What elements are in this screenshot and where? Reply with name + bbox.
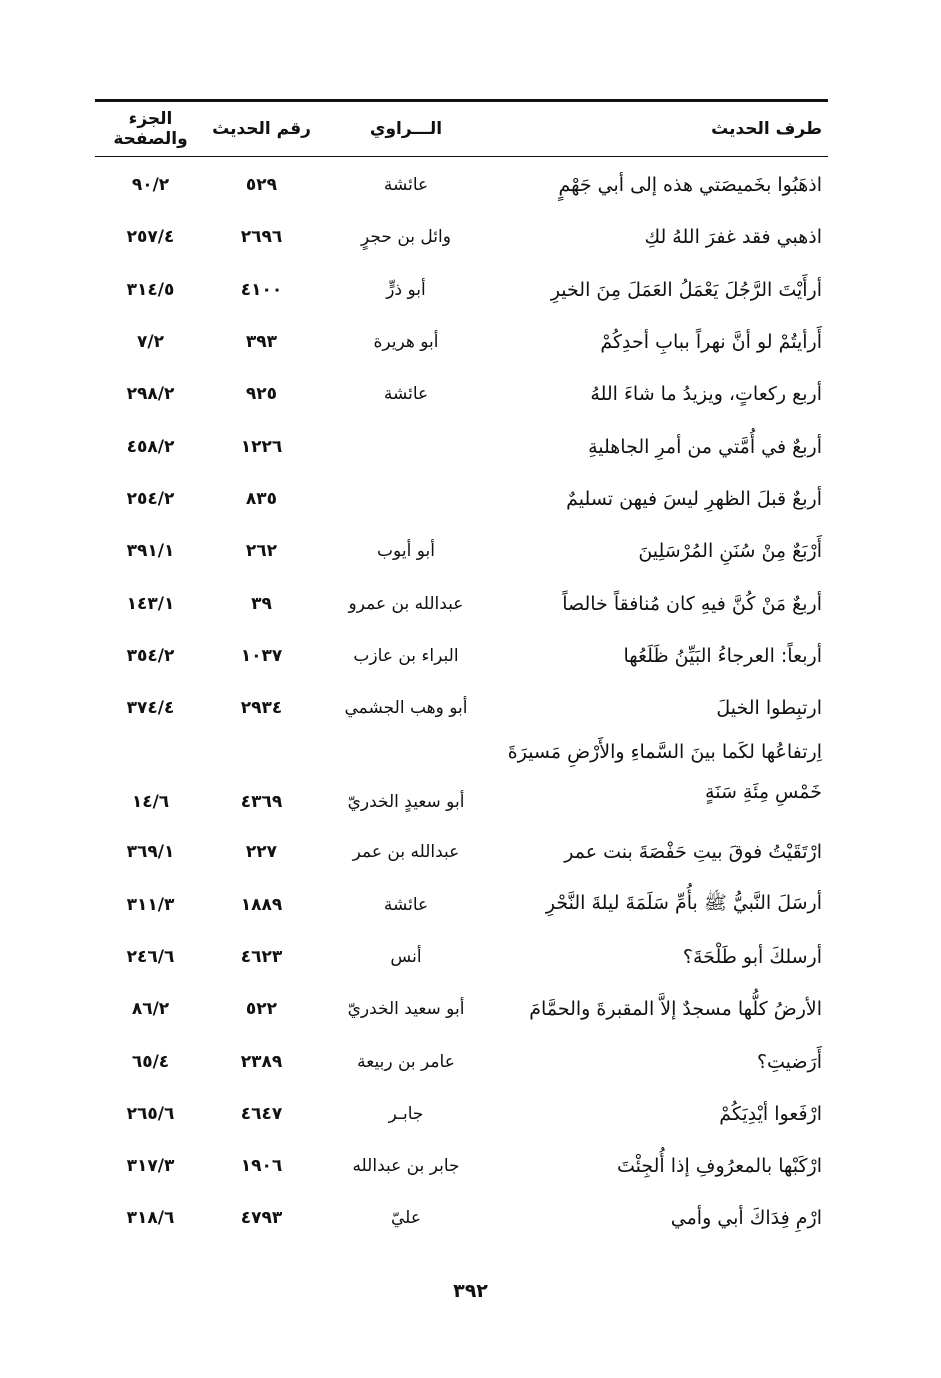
volume-page: ٢٥٧/٤ <box>126 227 175 248</box>
volume-page: ٣١٤/٥ <box>126 279 175 300</box>
table-row <box>95 734 828 826</box>
hadith-text <box>495 741 828 812</box>
header-hadith: طرف الحديث <box>711 119 822 139</box>
narrator: عائشة <box>383 175 429 196</box>
narrator: أبو هريرة <box>373 332 439 353</box>
hadith-text: الأرضُ كلُّها مسجدٌ إلاَّ المقبرةَ والحمَّامَ <box>529 998 822 1021</box>
table-header <box>95 102 828 157</box>
volume-page: ٣٧٤/٤ <box>126 698 175 719</box>
narrator: عبدالله بن عمرو <box>348 593 464 614</box>
table-row <box>95 1192 828 1244</box>
volume-page: ٣١١/٣ <box>126 894 175 915</box>
volume-page: ٣٥٤/٢ <box>126 645 175 666</box>
volume-page: ٦٥/٤ <box>131 1051 170 1072</box>
hadith-number: ١٢٢٦ <box>240 436 283 457</box>
volume-page: ٧/٢ <box>137 332 164 353</box>
header-narrator: الـــراوي <box>369 119 443 139</box>
hadith-text: ارْكَبْها بالمعرُوفِ إذا أُلجِئْتَ <box>616 1155 822 1178</box>
table-row <box>95 420 828 472</box>
hadith-text: أربعاً: العرجاءُ البَيِّنُ ظَلَعُها <box>623 644 822 667</box>
hadith-text: ارْمِ فِدَاكَ أبي وأمي <box>670 1207 822 1230</box>
page-number: ٣٩٢ <box>453 1280 488 1302</box>
volume-page: ٢٥٤/٢ <box>126 488 175 509</box>
volume-page: ٩٠/٢ <box>131 175 170 196</box>
hadith-text: أرسلكَ أبو طَلْحَةَ؟ <box>682 946 822 968</box>
hadith-number: ٩٢٥ <box>245 384 278 405</box>
volume-page: ٨٦/٢ <box>131 999 170 1020</box>
hadith-text: أَرَضيتِ؟ <box>756 1050 822 1073</box>
hadith-number: ١٠٣٧ <box>240 645 283 666</box>
hadith-number: ٤٧٩٣ <box>240 1208 283 1229</box>
hadith-text: أَرأيتُمْ لو أنَّ نهراً ببابِ أحدِكُمْ <box>600 331 822 354</box>
hadith-text: أرأَيْتَ الرَّجُلَ يَعْمَلُ العَمَلَ مِنَ الخيرِ <box>550 278 822 301</box>
hadith-number: ٤١٠٠ <box>240 279 283 300</box>
hadith-text: اذهَبُوا بخَميصَتي هذه إلى أبي جَهْمٍ <box>558 174 822 197</box>
volume-page: ١٤/٦ <box>131 792 170 813</box>
narrator: أبو وهب الجشمي <box>344 698 468 719</box>
narrator: أبو سعيدٍ الخدريّ <box>347 792 465 813</box>
volume-page: ٢٤٦/٦ <box>126 947 175 967</box>
hadith-text: أربعٌ في أُمَّتي من أمرِ الجاهليةِ <box>588 435 822 458</box>
narrator: جابر بن عبدالله <box>352 1156 460 1177</box>
narrator: عائشة <box>383 384 429 405</box>
table-row <box>95 368 828 420</box>
narrator: عبدالله بن عمر <box>352 842 460 863</box>
narrator: وائل بن حجرٍ <box>361 227 451 248</box>
volume-page: ٣١٨/٦ <box>126 1208 175 1229</box>
table-row <box>95 1035 828 1087</box>
table-row <box>95 826 828 878</box>
hadith-number: ١٩٠٦ <box>240 1156 283 1177</box>
header-ref: الجزء والصفحة <box>113 109 188 149</box>
narrator: أبو سعيد الخدريّ <box>347 999 465 1020</box>
volume-page: ٣٩١/١ <box>126 541 175 562</box>
narrator: أنس <box>390 947 422 967</box>
hadith-text: ارتبِطوا الخيلَ <box>716 697 822 720</box>
table-row <box>95 525 828 577</box>
table-row <box>95 264 828 316</box>
hadith-number: ٢٦٢ <box>245 541 278 562</box>
table-row <box>95 630 828 682</box>
table-row <box>95 682 828 734</box>
hadith-text-line1: اِرتفاعُها لكَما بينَ السَّماءِ والأَرْضِ مَسيرَةَ <box>507 741 822 764</box>
hadith-number: ٣٩ <box>251 593 272 614</box>
volume-page: ٣١٧/٣ <box>126 1156 175 1177</box>
hadith-text: ارْتَقَيْتُ فوقَ بيتِ حَفْصَةَ بنت عمر <box>564 841 822 864</box>
narrator: البراء بن عازب <box>353 645 459 666</box>
narrator: عامر بن ربيعة <box>357 1051 455 1072</box>
hadith-number: ٢٢٧ <box>245 842 278 863</box>
hadith-number: ٨٣٥ <box>245 488 278 509</box>
hadith-text: أربع ركعاتٍ، ويزيدُ ما شاءَ اللهُ <box>590 383 822 406</box>
hadith-number: ٢٦٩٦ <box>240 227 283 248</box>
narrator: جابـر <box>388 1103 424 1124</box>
hadith-number: ٤٦٤٧ <box>240 1103 283 1124</box>
table-row <box>95 983 828 1035</box>
table-body <box>95 159 828 1245</box>
volume-page: ٤٥٨/٢ <box>126 436 175 457</box>
hadith-text: أربعٌ مَنْ كُنَّ فيهِ كان مُنافقاً خالصاً <box>562 592 822 615</box>
index-table <box>95 99 828 1245</box>
table-row <box>95 1140 828 1192</box>
hadith-number: ٣٩٣ <box>245 332 278 353</box>
table-row <box>95 577 828 629</box>
hadith-text: أربعٌ قبلَ الظهرِ ليسَ فيهن تسليمٌ <box>566 487 822 510</box>
hadith-text: اذهبي فقد غفرَ اللهُ لكِ <box>644 226 822 249</box>
hadith-number: ٥٢٩ <box>245 175 278 196</box>
volume-page: ٢٦٥/٦ <box>126 1103 175 1124</box>
header-number: رقم الحديث <box>212 119 311 139</box>
hadith-number: ٢٣٨٩ <box>240 1051 283 1072</box>
narrator: أبو ذرٍّ <box>386 279 426 300</box>
table-row <box>95 159 828 211</box>
hadith-number: ٥٢٢ <box>245 999 278 1020</box>
volume-page: ٢٩٨/٢ <box>126 384 175 405</box>
table-row <box>95 473 828 525</box>
hadith-number: ٤٦٢٣ <box>240 947 283 967</box>
hadith-text-line2: خَمْسِ مِئَةِ سَنَةٍ <box>705 781 822 804</box>
hadith-text: أَرْبَعٌ مِنْ سُنَنِ المُرْسَلِينَ <box>638 540 822 563</box>
hadith-number: ١٨٨٩ <box>240 894 283 915</box>
hadith-text: ارْفَعوا أيْدِيَكُمْ <box>719 1102 822 1125</box>
volume-page: ١٤٣/١ <box>126 593 175 614</box>
narrator: أبو أيوب <box>377 541 435 562</box>
hadith-text: أرسَلَ النَّبيُّ ﷺ بأُمِّ سَلَمَةَ ليلةَ النَّحْرِ <box>545 891 822 914</box>
hadith-number: ٤٣٦٩ <box>240 792 283 813</box>
table-row <box>95 879 828 931</box>
table-row <box>95 931 828 983</box>
volume-page: ٣٦٩/١ <box>126 842 175 863</box>
table-row <box>95 1088 828 1140</box>
table-row <box>95 211 828 263</box>
narrator: عائشة <box>383 894 429 915</box>
table-row <box>95 316 828 368</box>
hadith-number: ٢٩٣٤ <box>240 698 283 719</box>
narrator: عليّ <box>391 1208 421 1229</box>
